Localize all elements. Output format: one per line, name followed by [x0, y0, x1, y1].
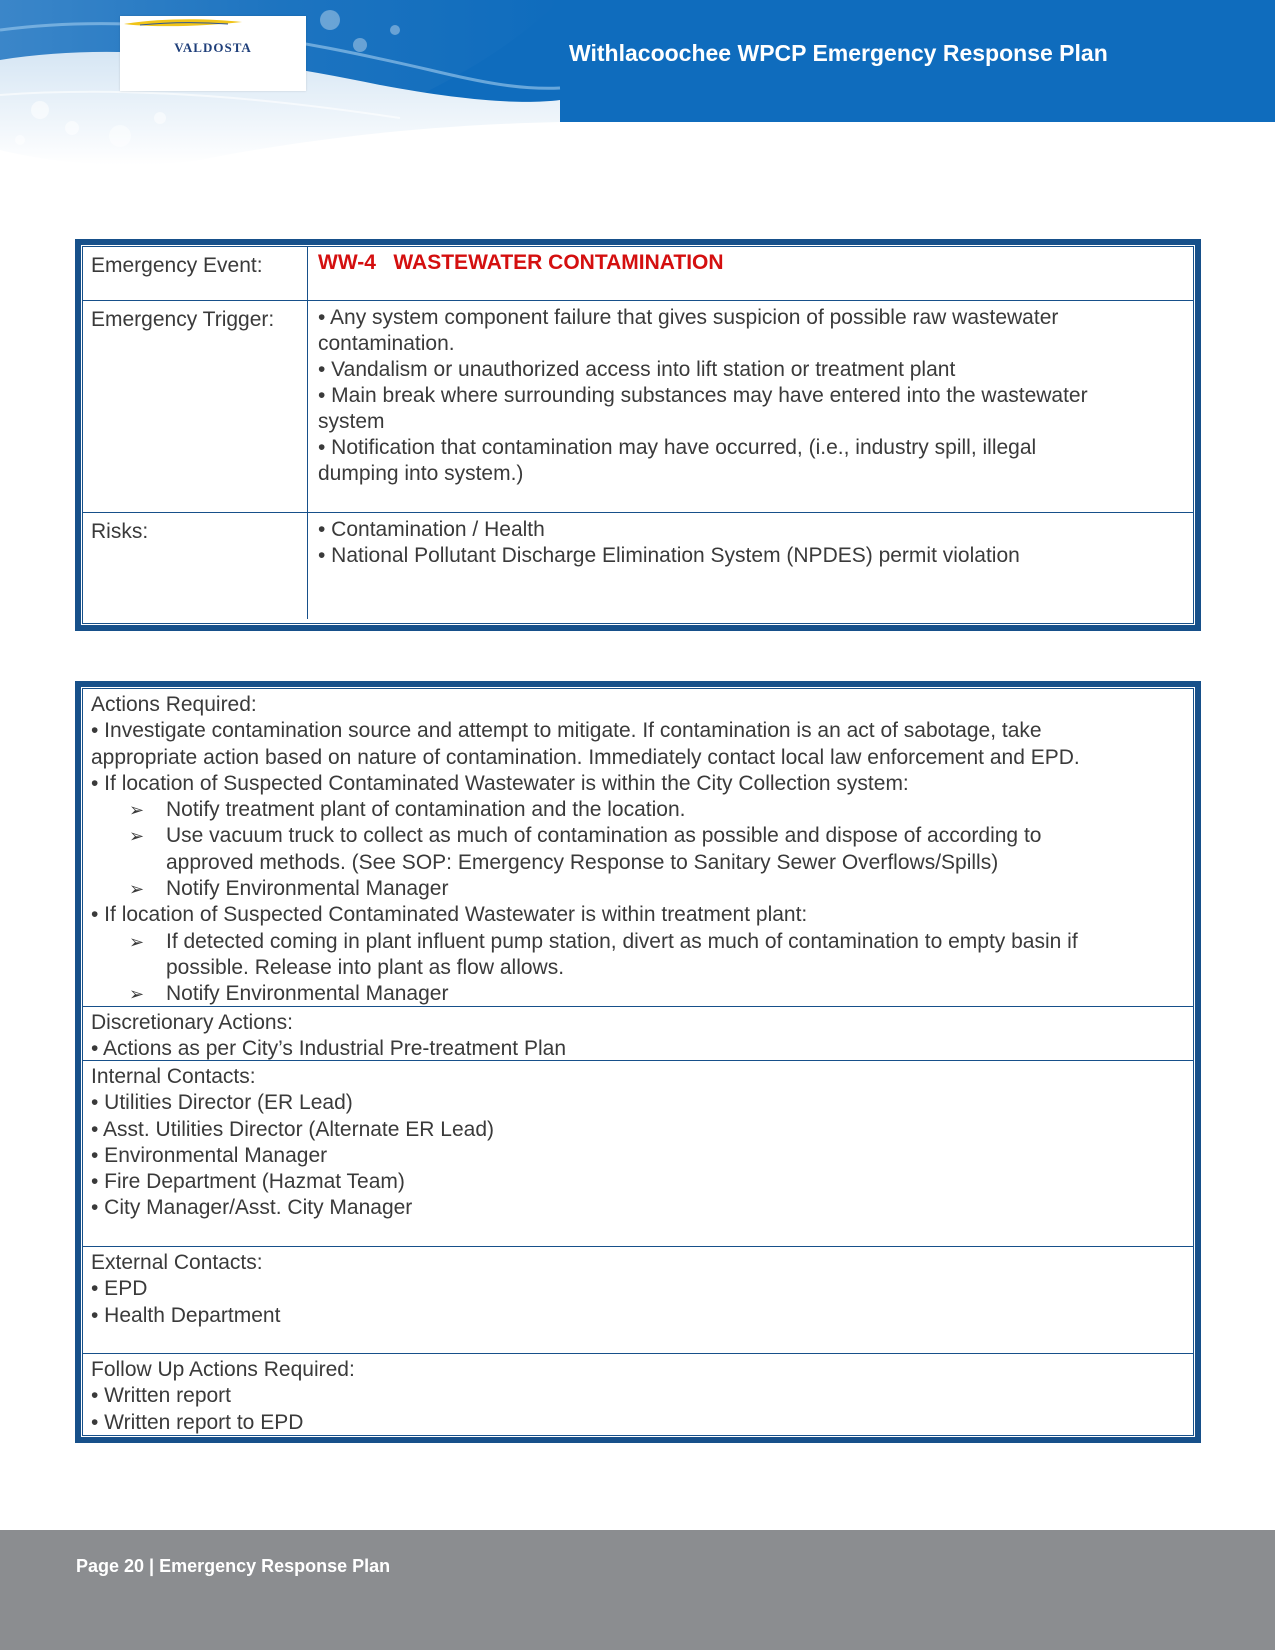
risk-line: • Contamination / Health: [318, 518, 545, 541]
actions-intro-line: appropriate action based on nature of contamination. Immediately contact local law enforcement and EPD.: [91, 745, 1080, 769]
treatment-plant-heading: • If location of Suspected Contaminated Wastewater is within treatment plant:: [91, 903, 808, 927]
emergency-event-label: Emergency Event:: [83, 247, 308, 300]
collection-item: ➢ Notify Environmental Manager: [91, 876, 1185, 902]
follow-up-line: • Written report: [91, 1384, 232, 1408]
emergency-event-value: WW-4 WASTEWATER CONTAMINATION: [318, 251, 724, 274]
trigger-line: system: [318, 410, 385, 433]
risks-list: [308, 513, 1193, 619]
logo-text: VALDOSTA: [174, 40, 252, 55]
risks-row: [83, 513, 1193, 619]
trigger-line: • Main break where surrounding substances may have entered into the wastewater: [318, 384, 1088, 407]
actions-required-section: [83, 689, 1193, 1007]
external-contacts-section: [83, 1247, 1193, 1354]
emergency-trigger-label: Emergency Trigger:: [83, 301, 308, 512]
emergency-trigger-row: [83, 301, 1193, 513]
discretionary-line: • Actions as per City’s Industrial Pre-treatment Plan: [91, 1037, 567, 1061]
plant-item: ➢ If detected coming in plant influent pump station, divert as much of contamination to empty basin if possible. Release into plant as flow allows.: [129, 929, 1078, 979]
risks-label: Risks:: [83, 513, 308, 619]
plant-item: ➢ Notify Environmental Manager: [91, 981, 1185, 1007]
emergency-summary-table: [75, 239, 1201, 631]
internal-contacts-section: [83, 1061, 1193, 1247]
follow-up-heading: Follow Up Actions Required:: [91, 1358, 355, 1381]
external-contact: • Health Department: [91, 1303, 281, 1327]
arrow-bullet-icon: ➢: [129, 931, 145, 952]
collection-system-heading: • If location of Suspected Contaminated Wastewater is within the City Collection system:: [91, 771, 909, 795]
external-contact: • EPD: [91, 1277, 148, 1301]
discretionary-actions-heading: Discretionary Actions:: [91, 1011, 293, 1034]
risk-line: • National Pollutant Discharge Elimination System (NPDES) permit violation: [318, 544, 1020, 567]
emergency-trigger-list: [308, 301, 1193, 512]
document-title: Withlacoochee WPCP Emergency Response Plan: [569, 40, 1108, 66]
external-contacts-heading: External Contacts:: [91, 1251, 263, 1274]
trigger-line: • Any system component failure that gives suspicion of possible raw wastewater: [318, 306, 1059, 329]
logo-swoosh-icon: [120, 16, 246, 30]
internal-contact: • Environmental Manager: [91, 1143, 328, 1167]
arrow-bullet-icon: ➢: [129, 879, 145, 900]
internal-contact: • Fire Department (Hazmat Team): [91, 1170, 405, 1194]
internal-contact: • Asst. Utilities Director (Alternate ER Lead): [91, 1117, 494, 1141]
page-footer: [0, 1530, 1275, 1650]
arrow-bullet-icon: ➢: [129, 800, 145, 821]
city-logo: [120, 16, 306, 91]
discretionary-actions-section: [83, 1007, 1193, 1061]
arrow-bullet-icon: ➢: [129, 826, 145, 847]
follow-up-actions-section: [83, 1354, 1193, 1433]
actions-intro-line: • Investigate contamination source and attempt to mitigate. If contamination is an act of sabotage, take: [91, 719, 1042, 743]
collection-item: ➢ Notify treatment plant of contamination and the location.: [91, 797, 1185, 823]
emergency-event-row: [83, 247, 1193, 301]
follow-up-line: • Written report to EPD: [91, 1410, 304, 1434]
trigger-line: • Vandalism or unauthorized access into lift station or treatment plant: [318, 358, 956, 381]
internal-contact: • Utilities Director (ER Lead): [91, 1091, 353, 1115]
trigger-line: • Notification that contamination may have occurred, (i.e., industry spill, illegal: [318, 436, 1037, 459]
trigger-line: contamination.: [318, 332, 455, 355]
arrow-bullet-icon: ➢: [129, 984, 145, 1005]
collection-item: ➢ Use vacuum truck to collect as much of contamination as possible and dispose of according to approved methods. (See SOP: Emergency Response to Sanitary Sewer Overflows/Spills): [129, 824, 1042, 874]
internal-contacts-heading: Internal Contacts:: [91, 1065, 256, 1088]
footer-page-label: Page 20 | Emergency Response Plan: [76, 1556, 391, 1576]
internal-contact: • City Manager/Asst. City Manager: [91, 1196, 413, 1220]
trigger-line: dumping into system.): [318, 462, 524, 485]
actions-table: [75, 681, 1201, 1443]
page-header: [0, 0, 1275, 170]
actions-required-heading: Actions Required:: [91, 693, 257, 716]
